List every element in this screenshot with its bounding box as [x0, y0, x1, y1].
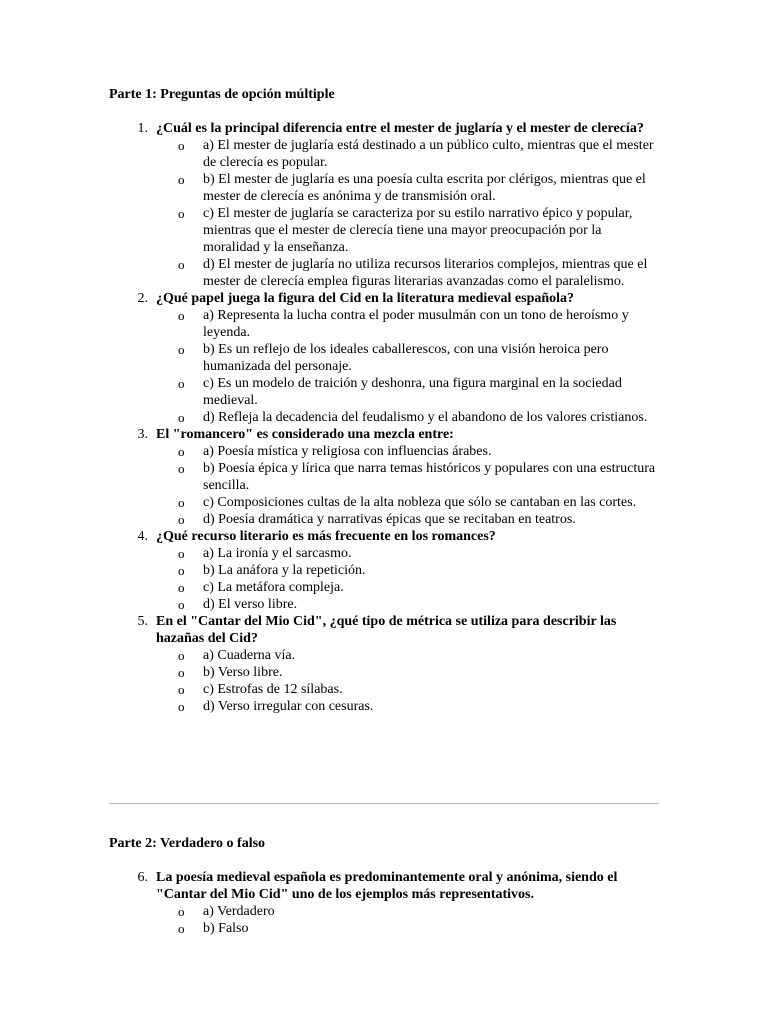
- bullet-icon: o: [178, 665, 185, 680]
- question-text: La poesía medieval española es predominantemente oral y anónima, siendo el "Cantar del Mio Cid" uno de los ejemplos más representativos.: [156, 870, 618, 902]
- option-list: [0, 307, 661, 426]
- bullet-icon: o: [178, 257, 185, 272]
- option-text: b) Poesía épica y lírica que narra temas históricos y populares con una estructura sencilla.: [203, 461, 656, 493]
- option-list: [0, 545, 661, 613]
- bullet-icon: o: [178, 461, 185, 476]
- bullet-icon: o: [178, 172, 185, 187]
- question-6: [0, 869, 661, 937]
- option-item: [0, 409, 661, 426]
- question-text: ¿Qué recurso literario es más frecuente en los romances?: [156, 529, 496, 544]
- option-list: [0, 137, 661, 290]
- part2-title: Parte 2: Verdadero o falso: [109, 836, 266, 851]
- question-number: 3.: [137, 427, 148, 442]
- option-item: [0, 903, 661, 920]
- bullet-icon: o: [178, 308, 185, 323]
- option-text: a) Verdadero: [203, 904, 275, 919]
- option-item: [0, 545, 661, 562]
- option-text: a) La ironía y el sarcasmo.: [203, 546, 352, 561]
- option-text: c) Composiciones cultas de la alta nobleza que sólo se cantaban en las cortes.: [203, 495, 637, 510]
- question-number: 2.: [137, 291, 148, 306]
- option-text: c) El mester de juglaría se caracteriza por su estilo narrativo épico y popular, mientras que el mester de clerecía tiene una mayor preocupación por la moralidad y la enseñanza.: [203, 206, 633, 255]
- bullet-icon: o: [178, 206, 185, 221]
- option-text: d) Refleja la decadencia del feudalismo y el abandono de los valores cristianos.: [203, 410, 648, 425]
- bullet-icon: o: [178, 495, 185, 510]
- bullet-icon: o: [178, 342, 185, 357]
- option-item: [0, 137, 661, 171]
- option-text: b) Falso: [203, 921, 249, 936]
- option-item: [0, 579, 661, 596]
- option-text: a) Representa la lucha contra el poder musulmán con un tono de heroísmo y leyenda.: [203, 308, 629, 340]
- option-text: b) Es un reflejo de los ideales caballerescos, con una visión heroica pero humanizada del personaje.: [203, 342, 609, 374]
- question-4: [0, 528, 661, 613]
- option-item: [0, 562, 661, 579]
- bullet-icon: o: [178, 410, 185, 425]
- option-item: [0, 341, 661, 375]
- question-3: [0, 426, 661, 528]
- question-text: ¿Cuál es la principal diferencia entre el mester de juglaría y el mester de clerecía?: [156, 121, 644, 136]
- bullet-icon: o: [178, 138, 185, 153]
- option-item: [0, 681, 661, 698]
- option-item: [0, 664, 661, 681]
- option-item: [0, 171, 661, 205]
- option-text: d) Verso irregular con cesuras.: [203, 699, 374, 714]
- option-item: [0, 596, 661, 613]
- option-text: c) Estrofas de 12 sílabas.: [203, 682, 343, 697]
- question-number: 6.: [137, 870, 148, 885]
- bullet-icon: o: [178, 580, 185, 595]
- question-2: [0, 290, 661, 426]
- part1-question-list: [0, 120, 661, 715]
- bullet-icon: o: [178, 682, 185, 697]
- part1-title: Parte 1: Preguntas de opción múltiple: [109, 87, 335, 102]
- question-number: 1.: [137, 121, 148, 136]
- bullet-icon: o: [178, 376, 185, 391]
- option-text: b) El mester de juglaría es una poesía culta escrita por clérigos, mientras que el mester de clerecía es anónima y de transmisión oral.: [203, 172, 646, 204]
- option-item: [0, 375, 661, 409]
- bullet-icon: o: [178, 904, 185, 919]
- question-1: [0, 120, 661, 290]
- question-number: 4.: [137, 529, 148, 544]
- option-item: [0, 494, 661, 511]
- option-text: d) El mester de juglaría no utiliza recursos literarios complejos, mientras que el mester de clerecía emplea figuras literarias avanzadas como el paralelismo.: [203, 257, 648, 289]
- option-item: [0, 443, 661, 460]
- option-list: [0, 647, 661, 715]
- option-text: a) El mester de juglaría está destinado a un público culto, mientras que el mester de clerecía es popular.: [203, 138, 654, 170]
- option-item: [0, 511, 661, 528]
- option-item: [0, 205, 661, 256]
- bullet-icon: o: [178, 597, 185, 612]
- option-item: [0, 647, 661, 664]
- option-text: a) Poesía mística y religiosa con influencias árabes.: [203, 444, 492, 459]
- option-list: [0, 903, 661, 937]
- bullet-icon: o: [178, 444, 185, 459]
- question-text: El "romancero" es considerado una mezcla entre:: [156, 427, 454, 442]
- option-text: c) La metáfora compleja.: [203, 580, 344, 595]
- option-item: [0, 460, 661, 494]
- question-number: 5.: [137, 614, 148, 629]
- question-text: ¿Qué papel juega la figura del Cid en la literatura medieval española?: [156, 291, 575, 306]
- bullet-icon: o: [178, 563, 185, 578]
- bullet-icon: o: [178, 921, 185, 936]
- question-text: En el "Cantar del Mio Cid", ¿qué tipo de métrica se utiliza para describir las hazañas del Cid?: [156, 614, 617, 646]
- bullet-icon: o: [178, 648, 185, 663]
- option-text: a) Cuaderna vía.: [203, 648, 296, 663]
- section-divider: [109, 803, 659, 804]
- option-text: b) Verso libre.: [203, 665, 283, 680]
- bullet-icon: o: [178, 699, 185, 714]
- option-text: c) Es un modelo de traición y deshonra, una figura marginal en la sociedad medieval.: [203, 376, 622, 408]
- option-text: d) El verso libre.: [203, 597, 298, 612]
- option-item: [0, 256, 661, 290]
- bullet-icon: o: [178, 512, 185, 527]
- option-list: [0, 443, 661, 528]
- option-text: d) Poesía dramática y narrativas épicas que se recitaban en teatros.: [203, 512, 576, 527]
- question-5: [0, 613, 661, 715]
- option-item: [0, 307, 661, 341]
- option-text: b) La anáfora y la repetición.: [203, 563, 366, 578]
- bullet-icon: o: [178, 546, 185, 561]
- option-item: [0, 920, 661, 937]
- part2-question-list: [0, 869, 661, 937]
- option-item: [0, 698, 661, 715]
